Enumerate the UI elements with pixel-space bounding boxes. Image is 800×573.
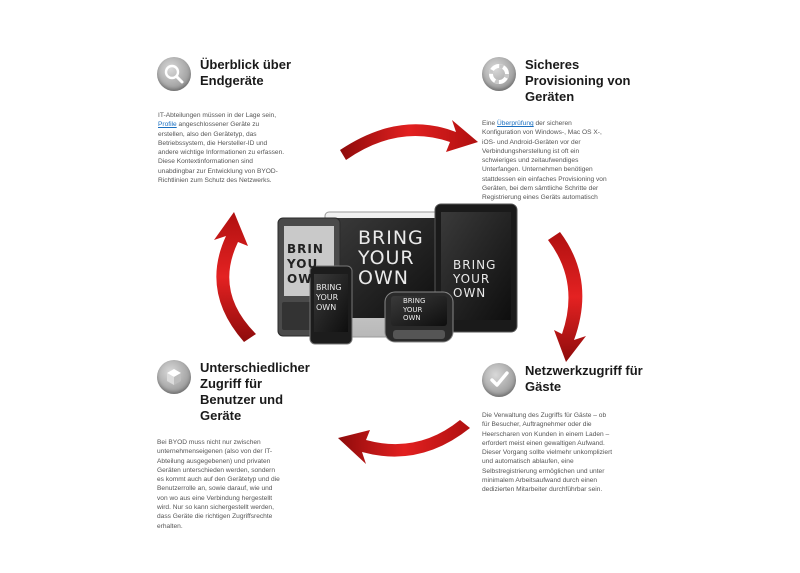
phone-text: BRING YOUR OWN	[316, 283, 342, 312]
provisioning-block	[482, 57, 652, 212]
arrow-right	[548, 232, 586, 362]
monitor-text: BRING YOUR OWN	[358, 227, 424, 289]
provisioning-text: Eine Überprüfung der sicheren Konfiguration von Windows-, Mac OS X-, iOS- und Android-Geräten vor der Verbindungsherstellung ist oft ein schwieriges und zeitaufwendiges Unterfangen. Unternehmen benötigen stattdessen ein einfaches Provisioning von Geräten, bei dem sämtliche Schritte der Registrierung eines Geräts automatisch	[482, 120, 607, 202]
ereader-text: BRIN YOU OW	[287, 242, 324, 286]
byod-devices-illustration	[270, 200, 535, 350]
checkmark-icon	[482, 363, 516, 397]
review-link[interactable]: Überprüfung	[497, 120, 534, 127]
guest-block	[482, 363, 652, 495]
arrow-top	[340, 120, 478, 160]
provisioning-title: Sicheres Provisioning von Geräten	[525, 57, 631, 104]
guest-title: Netzwerkzugriff für Gäste	[525, 363, 643, 394]
overview-text: IT-Abteilungen müssen in der Lage sein, Profile angeschlossener Geräte zu erstellen, also den Gerätetyp, das Betriebssystem, die Hersteller-ID und andere wichtige Informationen zu erfassen. Diese Kontextinformationen sind unabdingbar zur Entwicklung von BYOD- Richtlinien zum Schutz des Netzwerks.	[158, 112, 285, 185]
tablet-text: BRING YOUR OWN	[453, 258, 497, 300]
profile-link[interactable]: Profile	[158, 121, 177, 129]
overview-block	[157, 57, 327, 185]
access-block	[157, 360, 327, 531]
overview-title: Überblick über Endgeräte	[200, 57, 292, 88]
handheld-text: BRING YOUR OWN	[403, 297, 426, 322]
guest-text: Die Verwaltung des Zugriffs für Gäste – ob für Besucher, Auftragnehmer oder die Heerscharen von Kunden in einem Laden – erfordert meist einen gewaltigen Aufwand. Dieser Vorgang sollte vielmehr unkompliziert und automatisch ablaufen, eine Selbstregistrierung ermöglichen und unter minimalem Arbeitsaufwand durch einen dedizierten Mitarbeiter durchführbar sein.	[482, 412, 613, 494]
access-text: Bei BYOD muss nicht nur zwischen unternehmenseigenen (also von der IT- Abteilung ausgegebenen) und privaten Geräten unterschieden werden, sondern es kommt auch auf den Gerätetyp und die Benutzerrolle an, sowie darauf, wie und von wo aus eine Verbindung hergestellt wird. Nur so kann sichergestellt werden, dass Geräte die richtigen Zugriffsrechte erhalten.	[157, 439, 280, 530]
arrow-bottom	[338, 420, 470, 464]
arrow-left	[214, 212, 256, 342]
cube-icon	[157, 360, 191, 394]
access-title: Unterschiedlicher Zugriff für Benutzer und Geräte	[200, 360, 310, 423]
magnifier-icon	[157, 57, 191, 91]
lifebuoy-icon	[482, 57, 516, 91]
